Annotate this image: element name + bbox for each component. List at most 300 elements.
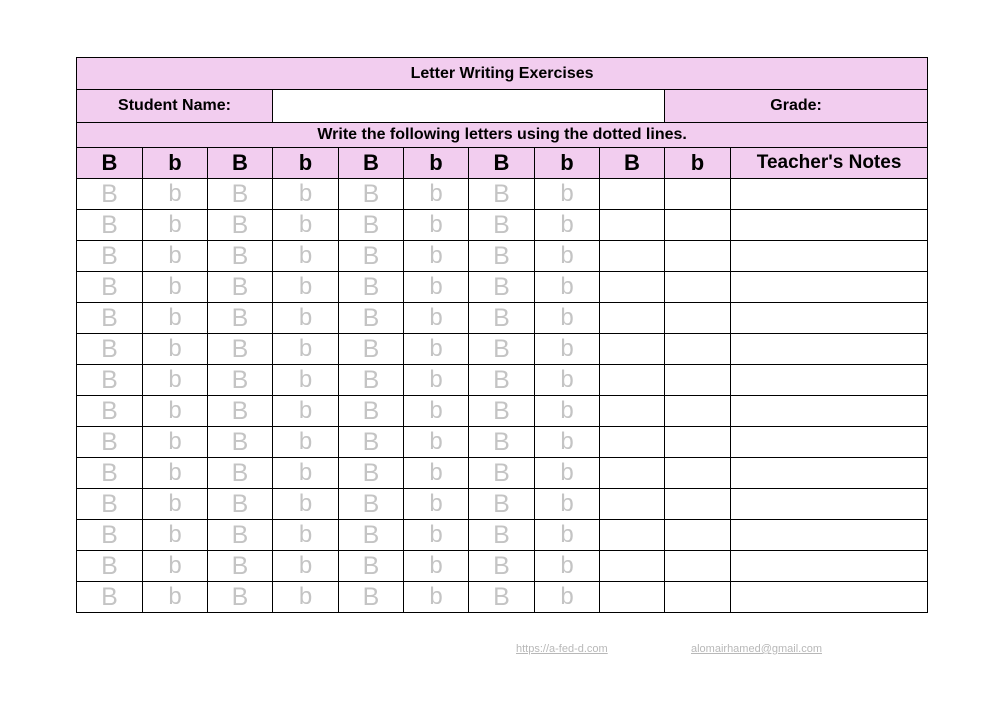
trace-cell[interactable] — [404, 520, 469, 551]
teachers-notes-cell[interactable] — [731, 458, 928, 489]
blank-practice-cell[interactable] — [600, 458, 665, 489]
trace-cell[interactable] — [208, 582, 273, 613]
trace-cell[interactable] — [535, 396, 600, 427]
trace-letter: B — [101, 241, 118, 270]
trace-cell[interactable] — [404, 210, 469, 241]
column-header-b: b — [143, 148, 208, 179]
trace-cell[interactable] — [77, 179, 143, 210]
teachers-notes-cell[interactable] — [731, 303, 928, 334]
grade-label: Grade: — [665, 90, 928, 123]
teachers-notes-cell[interactable] — [731, 334, 928, 365]
student-name-field[interactable] — [273, 90, 665, 123]
trace-cell[interactable] — [208, 458, 273, 489]
trace-cell[interactable] — [535, 427, 600, 458]
trace-cell[interactable] — [208, 303, 273, 334]
trace-cell[interactable] — [143, 396, 208, 427]
trace-cell[interactable] — [77, 520, 143, 551]
trace-cell[interactable] — [143, 210, 208, 241]
trace-cell[interactable] — [143, 365, 208, 396]
blank-practice-cell[interactable] — [600, 396, 665, 427]
column-header-B: B — [600, 148, 665, 179]
trace-cell[interactable] — [77, 365, 143, 396]
trace-cell[interactable] — [404, 272, 469, 303]
trace-cell[interactable] — [535, 582, 600, 613]
column-header-b: b — [535, 148, 600, 179]
trace-cell[interactable] — [469, 303, 535, 334]
column-header-B: B — [77, 148, 143, 179]
worksheet-title: Letter Writing Exercises — [77, 58, 928, 90]
trace-cell[interactable] — [77, 489, 143, 520]
trace-cell[interactable] — [77, 396, 143, 427]
practice-row — [77, 551, 928, 582]
trace-cell[interactable] — [469, 241, 535, 272]
trace-letter: b — [168, 180, 182, 207]
trace-letter: B — [101, 520, 118, 549]
blank-practice-cell[interactable] — [665, 520, 731, 551]
trace-letter: B — [493, 365, 510, 394]
trace-letter: b — [168, 552, 182, 579]
blank-practice-cell[interactable] — [665, 303, 731, 334]
trace-cell[interactable] — [469, 551, 535, 582]
trace-cell[interactable] — [208, 334, 273, 365]
trace-cell[interactable] — [273, 365, 339, 396]
trace-letter: B — [362, 396, 380, 425]
trace-letter: b — [429, 583, 443, 610]
trace-letter: B — [101, 582, 118, 611]
practice-row — [77, 365, 928, 396]
trace-cell[interactable] — [273, 520, 339, 551]
trace-cell[interactable] — [273, 210, 339, 241]
practice-row — [77, 179, 928, 210]
blank-practice-cell[interactable] — [600, 520, 665, 551]
trace-cell[interactable] — [273, 458, 339, 489]
trace-letter: b — [560, 242, 574, 269]
trace-cell[interactable] — [208, 241, 273, 272]
column-header-b: b — [665, 148, 731, 179]
blank-practice-cell[interactable] — [600, 365, 665, 396]
trace-letter: B — [231, 241, 249, 270]
trace-cell[interactable] — [273, 396, 339, 427]
trace-letter: B — [231, 179, 249, 208]
trace-letter: b — [298, 552, 313, 579]
trace-letter: b — [168, 273, 182, 300]
trace-letter: B — [101, 458, 118, 487]
trace-cell[interactable] — [404, 427, 469, 458]
trace-letter: B — [101, 334, 118, 363]
trace-cell[interactable] — [339, 396, 404, 427]
trace-letter: B — [231, 396, 249, 425]
trace-letter: B — [231, 520, 249, 549]
trace-cell[interactable] — [535, 520, 600, 551]
trace-cell[interactable] — [77, 551, 143, 582]
practice-row — [77, 210, 928, 241]
trace-letter: B — [362, 272, 380, 301]
trace-cell[interactable] — [208, 396, 273, 427]
trace-cell[interactable] — [469, 582, 535, 613]
trace-letter: B — [362, 365, 380, 394]
trace-letter: b — [429, 242, 443, 269]
trace-cell[interactable] — [339, 210, 404, 241]
practice-row — [77, 458, 928, 489]
trace-letter: b — [560, 583, 574, 610]
trace-letter: B — [493, 582, 510, 611]
trace-letter: b — [298, 242, 313, 269]
trace-letter: b — [168, 304, 182, 331]
trace-cell[interactable] — [143, 427, 208, 458]
trace-letter: b — [298, 366, 313, 393]
trace-cell[interactable] — [469, 210, 535, 241]
practice-row — [77, 427, 928, 458]
trace-letter: B — [101, 551, 118, 580]
trace-cell[interactable] — [404, 241, 469, 272]
trace-cell[interactable] — [339, 520, 404, 551]
trace-letter: b — [298, 304, 313, 331]
trace-letter: b — [560, 490, 574, 517]
trace-letter: B — [101, 210, 118, 239]
trace-cell[interactable] — [339, 272, 404, 303]
trace-cell[interactable] — [143, 458, 208, 489]
trace-cell[interactable] — [208, 210, 273, 241]
trace-cell[interactable] — [143, 334, 208, 365]
trace-letter: B — [362, 551, 380, 580]
trace-letter: B — [493, 458, 510, 487]
blank-practice-cell[interactable] — [600, 179, 665, 210]
trace-letter: B — [362, 520, 380, 549]
trace-letter: b — [560, 552, 574, 579]
trace-cell[interactable] — [535, 334, 600, 365]
trace-letter: b — [298, 521, 313, 548]
trace-cell[interactable] — [469, 272, 535, 303]
trace-letter: B — [231, 489, 249, 518]
trace-letter: b — [298, 273, 313, 300]
blank-practice-cell[interactable] — [665, 582, 731, 613]
trace-cell[interactable] — [535, 303, 600, 334]
trace-letter: B — [101, 303, 118, 332]
trace-cell[interactable] — [535, 210, 600, 241]
trace-cell[interactable] — [469, 427, 535, 458]
trace-cell[interactable] — [208, 272, 273, 303]
teachers-notes-cell[interactable] — [731, 551, 928, 582]
trace-letter: B — [101, 272, 118, 301]
trace-letter: B — [231, 334, 249, 363]
trace-cell[interactable] — [535, 179, 600, 210]
blank-practice-cell[interactable] — [665, 427, 731, 458]
teachers-notes-cell[interactable] — [731, 210, 928, 241]
trace-cell[interactable] — [469, 179, 535, 210]
trace-letter: B — [493, 241, 510, 270]
blank-practice-cell[interactable] — [600, 272, 665, 303]
trace-letter: B — [362, 334, 380, 363]
teachers-notes-cell[interactable] — [731, 179, 928, 210]
trace-letter: B — [231, 365, 249, 394]
trace-cell[interactable] — [273, 272, 339, 303]
trace-cell[interactable] — [143, 303, 208, 334]
trace-cell[interactable] — [273, 179, 339, 210]
trace-letter: b — [560, 521, 574, 548]
trace-letter: B — [231, 458, 249, 487]
trace-letter: B — [362, 179, 380, 208]
blank-practice-cell[interactable] — [600, 551, 665, 582]
trace-cell[interactable] — [77, 241, 143, 272]
trace-cell[interactable] — [339, 582, 404, 613]
trace-letter: b — [560, 335, 574, 362]
trace-letter: b — [560, 211, 574, 238]
trace-letter: B — [493, 489, 510, 518]
trace-cell[interactable] — [339, 489, 404, 520]
trace-cell[interactable] — [77, 210, 143, 241]
trace-letter: B — [493, 396, 510, 425]
trace-cell[interactable] — [77, 272, 143, 303]
practice-row — [77, 303, 928, 334]
trace-letter: B — [231, 551, 249, 580]
trace-cell[interactable] — [404, 551, 469, 582]
trace-cell[interactable] — [273, 303, 339, 334]
trace-cell[interactable] — [208, 365, 273, 396]
trace-cell[interactable] — [143, 241, 208, 272]
trace-letter: b — [429, 521, 443, 548]
trace-cell[interactable] — [535, 241, 600, 272]
practice-row — [77, 241, 928, 272]
trace-letter: b — [168, 583, 182, 610]
column-header-B: B — [469, 148, 535, 179]
teachers-notes-cell[interactable] — [731, 520, 928, 551]
trace-cell[interactable] — [469, 396, 535, 427]
trace-letter: b — [560, 428, 574, 455]
trace-cell[interactable] — [339, 303, 404, 334]
trace-letter: b — [429, 552, 443, 579]
trace-letter: B — [231, 272, 249, 301]
trace-letter: b — [560, 180, 574, 207]
trace-cell[interactable] — [208, 551, 273, 582]
blank-practice-cell[interactable] — [600, 210, 665, 241]
trace-letter: B — [493, 272, 510, 301]
instruction-text: Write the following letters using the dotted lines. — [77, 123, 928, 148]
trace-cell[interactable] — [273, 551, 339, 582]
trace-cell[interactable] — [208, 179, 273, 210]
trace-cell[interactable] — [339, 334, 404, 365]
teachers-notes-header: Teacher's Notes — [731, 148, 928, 179]
trace-letter: B — [101, 179, 118, 208]
blank-practice-cell[interactable] — [600, 303, 665, 334]
trace-letter: b — [168, 211, 182, 238]
trace-cell[interactable] — [273, 489, 339, 520]
blank-practice-cell[interactable] — [665, 458, 731, 489]
trace-letter: B — [362, 582, 380, 611]
trace-cell[interactable] — [273, 241, 339, 272]
trace-letter: B — [362, 427, 380, 456]
trace-cell[interactable] — [77, 458, 143, 489]
trace-cell[interactable] — [208, 489, 273, 520]
column-header-row — [77, 148, 928, 179]
blank-practice-cell[interactable] — [665, 365, 731, 396]
trace-letter: b — [168, 397, 182, 424]
column-header-B: B — [339, 148, 404, 179]
trace-letter: B — [231, 582, 249, 611]
trace-letter: B — [362, 241, 380, 270]
blank-practice-cell[interactable] — [600, 489, 665, 520]
trace-letter: B — [362, 489, 380, 518]
trace-cell[interactable] — [339, 241, 404, 272]
column-header-B: B — [208, 148, 273, 179]
teachers-notes-cell[interactable] — [731, 427, 928, 458]
blank-practice-cell[interactable] — [665, 551, 731, 582]
trace-cell[interactable] — [77, 582, 143, 613]
trace-cell[interactable] — [535, 458, 600, 489]
practice-row — [77, 582, 928, 613]
trace-cell[interactable] — [77, 427, 143, 458]
teachers-notes-cell[interactable] — [731, 489, 928, 520]
letter-worksheet-table — [76, 57, 928, 613]
trace-letter: b — [429, 180, 443, 207]
trace-cell[interactable] — [208, 427, 273, 458]
trace-letter: b — [168, 490, 182, 517]
trace-letter: B — [362, 210, 380, 239]
trace-letter: b — [429, 304, 443, 331]
trace-cell[interactable] — [143, 272, 208, 303]
trace-cell[interactable] — [535, 365, 600, 396]
trace-cell[interactable] — [535, 551, 600, 582]
blank-practice-cell[interactable] — [665, 241, 731, 272]
trace-letter: b — [429, 366, 443, 393]
practice-row — [77, 520, 928, 551]
trace-cell[interactable] — [339, 179, 404, 210]
trace-letter: B — [231, 303, 249, 332]
teachers-notes-cell[interactable] — [731, 582, 928, 613]
trace-letter: b — [298, 335, 313, 362]
trace-cell[interactable] — [208, 520, 273, 551]
trace-cell[interactable] — [339, 365, 404, 396]
trace-cell[interactable] — [273, 427, 339, 458]
trace-cell[interactable] — [143, 489, 208, 520]
website-link[interactable]: https://a-fed-d.com — [516, 643, 608, 655]
trace-letter: B — [493, 303, 510, 332]
blank-practice-cell[interactable] — [600, 334, 665, 365]
student-name-label: Student Name: — [77, 90, 273, 123]
trace-letter: b — [429, 459, 443, 486]
trace-letter: B — [101, 489, 118, 518]
blank-practice-cell[interactable] — [665, 272, 731, 303]
trace-letter: B — [231, 427, 249, 456]
trace-cell[interactable] — [404, 303, 469, 334]
trace-letter: b — [168, 366, 182, 393]
trace-letter: b — [298, 583, 313, 610]
trace-cell[interactable] — [404, 365, 469, 396]
trace-letter: B — [493, 551, 510, 580]
trace-letter: B — [493, 520, 510, 549]
blank-practice-cell[interactable] — [600, 582, 665, 613]
practice-row — [77, 489, 928, 520]
trace-letter: b — [298, 180, 313, 207]
trace-cell[interactable] — [143, 179, 208, 210]
trace-letter: b — [429, 490, 443, 517]
teachers-notes-cell[interactable] — [731, 396, 928, 427]
trace-cell[interactable] — [404, 489, 469, 520]
column-header-b: b — [273, 148, 339, 179]
trace-letter: b — [429, 335, 443, 362]
trace-cell[interactable] — [404, 582, 469, 613]
trace-letter: b — [168, 459, 182, 486]
blank-practice-cell[interactable] — [600, 241, 665, 272]
trace-cell[interactable] — [77, 303, 143, 334]
trace-cell[interactable] — [535, 489, 600, 520]
trace-cell[interactable] — [273, 334, 339, 365]
trace-letter: b — [298, 459, 313, 486]
trace-letter: b — [429, 397, 443, 424]
trace-letter: b — [298, 428, 313, 455]
trace-letter: B — [101, 427, 118, 456]
blank-practice-cell[interactable] — [665, 489, 731, 520]
trace-letter: B — [493, 334, 510, 363]
trace-cell[interactable] — [469, 365, 535, 396]
trace-cell[interactable] — [339, 551, 404, 582]
teachers-notes-cell[interactable] — [731, 365, 928, 396]
trace-cell[interactable] — [143, 551, 208, 582]
column-header-b: b — [404, 148, 469, 179]
trace-cell[interactable] — [273, 582, 339, 613]
practice-row — [77, 272, 928, 303]
trace-cell[interactable] — [77, 334, 143, 365]
trace-letter: b — [429, 428, 443, 455]
blank-practice-cell[interactable] — [600, 427, 665, 458]
trace-cell[interactable] — [469, 489, 535, 520]
trace-cell[interactable] — [404, 458, 469, 489]
trace-letter: B — [362, 303, 380, 332]
trace-cell[interactable] — [535, 272, 600, 303]
trace-letter: b — [298, 397, 313, 424]
trace-letter: b — [560, 459, 574, 486]
trace-cell[interactable] — [404, 396, 469, 427]
teachers-notes-cell[interactable] — [731, 272, 928, 303]
trace-letter: b — [298, 211, 313, 238]
practice-row — [77, 334, 928, 365]
trace-cell[interactable] — [143, 582, 208, 613]
trace-letter: b — [429, 211, 443, 238]
blank-practice-cell[interactable] — [665, 210, 731, 241]
trace-letter: b — [168, 242, 182, 269]
trace-letter: b — [429, 273, 443, 300]
trace-letter: b — [168, 521, 182, 548]
trace-cell[interactable] — [143, 520, 208, 551]
trace-letter: B — [493, 427, 510, 456]
trace-letter: B — [493, 210, 510, 239]
trace-letter: B — [101, 365, 118, 394]
blank-practice-cell[interactable] — [665, 334, 731, 365]
blank-practice-cell[interactable] — [665, 179, 731, 210]
trace-letter: b — [560, 366, 574, 393]
trace-cell[interactable] — [339, 458, 404, 489]
trace-letter: b — [560, 304, 574, 331]
trace-letter: b — [298, 490, 313, 517]
trace-letter: B — [231, 210, 249, 239]
teachers-notes-cell[interactable] — [731, 241, 928, 272]
trace-letter: b — [168, 335, 182, 362]
trace-cell[interactable] — [469, 458, 535, 489]
trace-cell[interactable] — [404, 179, 469, 210]
trace-letter: B — [101, 396, 118, 425]
trace-cell[interactable] — [469, 334, 535, 365]
trace-letter: b — [168, 428, 182, 455]
trace-letter: B — [493, 179, 510, 208]
email-link[interactable]: alomairhamed@gmail.com — [691, 643, 822, 655]
trace-letter: B — [362, 458, 380, 487]
practice-row — [77, 396, 928, 427]
trace-cell[interactable] — [339, 427, 404, 458]
trace-cell[interactable] — [469, 520, 535, 551]
blank-practice-cell[interactable] — [665, 396, 731, 427]
trace-letter: b — [560, 397, 574, 424]
trace-letter: b — [560, 273, 574, 300]
trace-cell[interactable] — [404, 334, 469, 365]
